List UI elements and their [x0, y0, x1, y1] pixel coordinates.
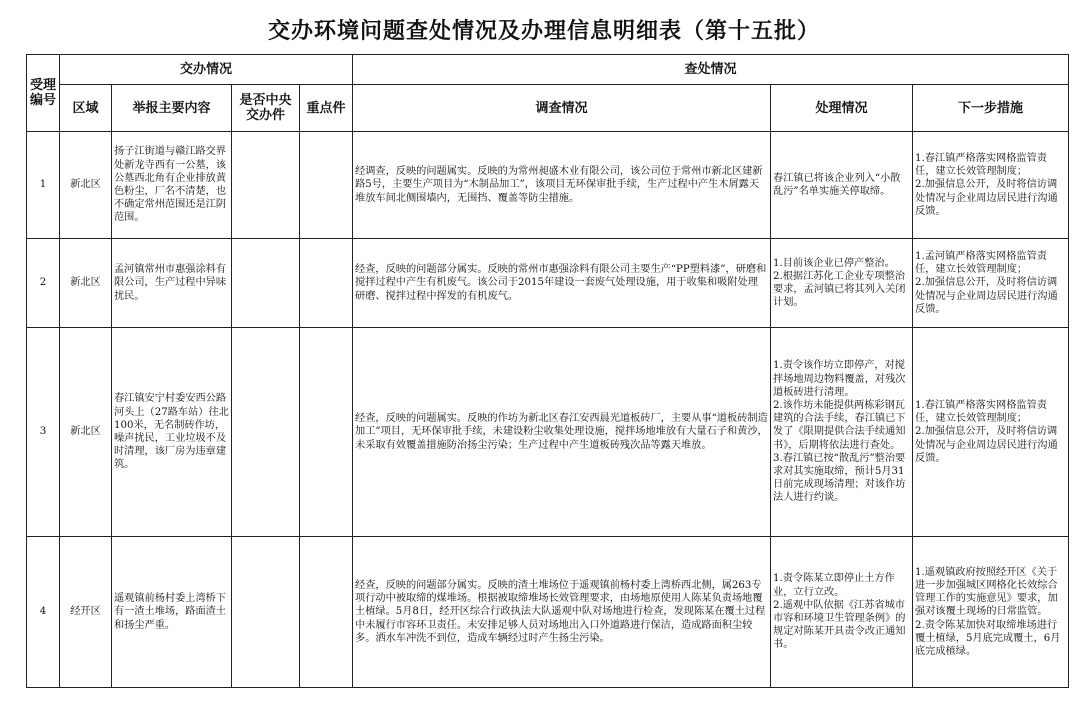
processing-item: 3.春江镇已按“散乱污”整治要求对其实施取缔，预计5月31日前完成现场清理；对该作坊法人进行约谈。	[773, 452, 906, 504]
cell-next	[913, 132, 1069, 239]
cell-region: 新北区	[60, 132, 112, 239]
header-handle-group: 查处情况	[353, 55, 1069, 85]
next-item: 1.春江镇严格落实网格监管责任，建立长效管理制度；	[915, 399, 1047, 425]
cell-key	[300, 239, 353, 328]
cell-next	[913, 537, 1069, 688]
cell-processing	[771, 537, 913, 688]
header-processing: 处理情况	[771, 85, 913, 132]
cell-investigation: 经查，反映的问题部分属实。反映的渣土堆场位于遥观镇前杨村委上湾桥西北侧，属263专项行动中被取缔的煤堆场。根据被取缔堆场长效管理要求，由场地原使用人陈某负责场地覆土植绿。5月8日，经开区综合行政执法大队遥观中队对场地进行检查，发现陈某在覆土过程中未履行市容环卫责任。未安排足够人员对场地出入口外道路进行保洁，造成路面积尘较多。洒水车冲洗不到位，造成车辆经过时产生扬尘污染。	[353, 537, 771, 688]
cell-central	[232, 132, 300, 239]
header-row-2	[27, 85, 1069, 132]
cell-key	[300, 328, 353, 537]
cell-processing	[771, 328, 913, 537]
next-item: 1.遥观镇政府按照经开区《关于进一步加强城区网格化长效综合管理工作的实施意见》要求，加强对该覆土现场的日常监管。	[915, 566, 1058, 618]
table-row	[27, 537, 1069, 688]
cell-central	[232, 239, 300, 328]
header-id: 受理编号	[27, 55, 60, 132]
cell-central	[232, 328, 300, 537]
cell-region: 新北区	[60, 239, 112, 328]
cell-region: 新北区	[60, 328, 112, 537]
cell-id: 1	[27, 132, 60, 239]
cell-content: 扬子江街道与赣江路交界处新龙寺西有一公墓，该公墓西北角有企业排放黄色粉尘，厂名不清楚，也不确定常州范围还是江阴范围。	[112, 132, 232, 239]
header-row-1	[27, 55, 1069, 85]
cell-id: 2	[27, 239, 60, 328]
header-next: 下一步措施	[913, 85, 1069, 132]
cell-central	[232, 537, 300, 688]
table-row	[27, 328, 1069, 537]
cell-content: 遥观镇前杨村委上湾桥下有一渣土堆场，路面渣土和扬尘严重。	[112, 537, 232, 688]
processing-item: 1.责令陈某立即停止土方作业，立行立改。	[773, 573, 895, 598]
header-assign-group: 交办情况	[60, 55, 353, 85]
cell-key	[300, 537, 353, 688]
cell-region: 经开区	[60, 537, 112, 688]
processing-item: 2.根据江苏化工企业专项整治要求，孟河镇已将其列入关闭计划。	[773, 270, 906, 309]
cell-investigation: 经查，反映的问题属实。反映的作坊为新北区春江安西晨光道板砖厂，主要从事“道板砖制造加工”项目，无环保审批手续，未建设粉尘收集处理设施，搅拌场地堆放有大量石子和黄沙，未采取有效覆盖措施防治扬尘污染；生产过程中产生道板砖残次品等露天堆放。	[353, 328, 771, 537]
header-central: 是否中央交办件	[232, 85, 300, 132]
next-item: 1.孟河镇严格落实网格监管责任，建立长效管理制度；	[915, 250, 1047, 276]
table-row	[27, 239, 1069, 328]
table-row	[27, 132, 1069, 239]
cell-content: 春江镇安宁村委安西公路河头上（27路车站）往北100米，无名制砖作坊，噪声扰民，工业垃圾不及时清理，该厂房为违章建筑。	[112, 328, 232, 537]
cell-key	[300, 132, 353, 239]
cell-next	[913, 328, 1069, 537]
cell-investigation: 经查，反映的问题部分属实。反映的常州市惠强涂料有限公司主要生产“PP塑料漆”，研磨和搅拌过程中产生有机废气。该公司于2015年建设一套废气处理设施，用于收集和吸附处理研磨、搅拌过程中挥发的有机废气。	[353, 239, 771, 328]
next-item: 2.责令陈某加快对取缔堆场进行覆土植绿，5月底完成覆土，6月底完成植绿。	[915, 619, 1061, 657]
next-item: 1.春江镇严格落实网格监管责任，建立长效管理制度；	[915, 152, 1047, 178]
next-item: 2.加强信息公开，及时将信访调处情况与企业周边居民进行沟通反馈。	[915, 426, 1058, 464]
next-item: 2.加强信息公开，及时将信访调处情况与企业周边居民进行沟通反馈。	[915, 179, 1058, 217]
cell-investigation: 经调查，反映的问题属实。反映的为常州昶盛木业有限公司，该公司位于常州市新北区建新路5号，主要生产项目为“木制品加工”，该项目无环保审批手续，生产过程中产生木屑露天堆放车间北侧围墙内，无围挡、覆盖等防尘措施。	[353, 132, 771, 239]
header-region: 区域	[60, 85, 112, 132]
processing-item: 2.该作坊未能提供两栋彩钢瓦建筑的合法手续，春江镇已下发了《限期提供合法手续通知书》，后期将依法进行查处。	[773, 399, 906, 451]
cell-id: 3	[27, 328, 60, 537]
cell-processing: 春江镇已将该企业列入“小散乱污”名单实施关停取缔。	[771, 132, 913, 239]
processing-item: 2.遥观中队依据《江苏省城市市容和环境卫生管理条例》的规定对陈某开具责令改正通知书。	[773, 599, 906, 651]
cell-processing	[771, 239, 913, 328]
cell-content: 孟河镇常州市惠强涂料有限公司，生产过程中异味扰民。	[112, 239, 232, 328]
header-content: 举报主要内容	[112, 85, 232, 132]
processing-item: 1.责令该作坊立即停产，对搅拌场地周边物料覆盖，对残次道板砖进行清理。	[773, 360, 906, 398]
detail-table	[26, 54, 1069, 688]
next-item: 2.加强信息公开，及时将信访调处情况与企业周边居民进行沟通反馈。	[915, 277, 1058, 315]
processing-item: 1.目前该企业已停产整治。	[773, 257, 895, 269]
page-title: 交办环境问题查处情况及办理信息明细表（第十五批）	[267, 18, 820, 44]
cell-next	[913, 239, 1069, 328]
header-key: 重点件	[300, 85, 353, 132]
cell-id: 4	[27, 537, 60, 688]
header-investigation: 调查情况	[353, 85, 771, 132]
